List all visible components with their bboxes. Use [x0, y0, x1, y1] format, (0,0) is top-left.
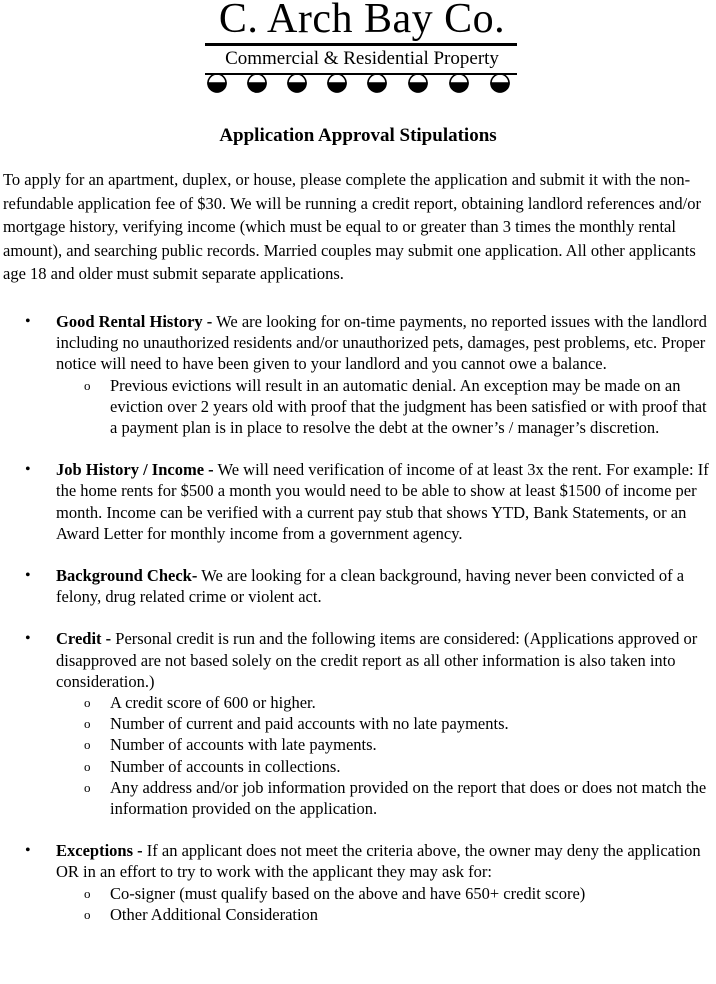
section-job-history [0, 459, 716, 544]
bullet-icon: • [25, 842, 31, 860]
list-item: o Previous evictions will result in an automatic denial. An exception may be made on an eviction over 2 years old with proof that the judgment has been satisfied or with proof that a payment plan is in place to resolve the debt at the owner’s / manager’s discretion. [84, 375, 707, 438]
section-text: We are looking for on-time payments, no reported issues with the landlord including no unauthorized residents and/or unauthorized pets, damages, pest problems, etc. Proper notice will need to have been given to your landlord and you cannot owe a balance. [56, 312, 707, 374]
bullet-icon: • [25, 461, 31, 479]
section-title: Credit - [56, 629, 112, 649]
section-title: Exceptions - [56, 841, 143, 861]
company-logo [200, 0, 522, 104]
stipulations-list [0, 311, 716, 946]
list-item: o Any address and/or job information provided on the report that does or does not match the information provided on the application. [84, 777, 707, 819]
bullet-icon: • [25, 630, 31, 648]
intro-paragraph: To apply for an apartment, duplex, or house, please complete the application and submit it with the non-refundable application fee of $30. We will be running a credit report, obtaining landlord references and/or mortgage history, verifying income (which must be equal to or greater than 3 times the monthly rental amount), and searching public records. Married couples may submit one application. All other applicants age 18 and older must submit separate applications. [3, 170, 701, 284]
circle-bullet-icon: o [84, 695, 91, 711]
logo-dots-icon [200, 74, 522, 102]
section-background-check [0, 565, 716, 607]
list-item: o Co-signer (must qualify based on the above and have 650+ credit score) [84, 883, 586, 903]
circle-bullet-icon: o [84, 377, 91, 393]
section-text: We are looking for a clean background, having never been convicted of a felony, drug related crime or violent act. [56, 566, 685, 607]
circle-bullet-icon: o [84, 906, 91, 922]
logo-subtitle: Commercial & Residential Property [225, 48, 499, 69]
list-item: o Number of accounts with late payments. [84, 735, 377, 755]
section-exceptions [0, 840, 716, 925]
list-item: o Number of current and paid accounts with no late payments. [84, 714, 509, 734]
section-text: We will need verification of income of at least 3x the rent. For example: If the home rents for $500 a month you would need to be able to show at least $1500 of income per month. Income can be verified with a current pay stub that shows YTD, Bank Statements, or an Award Letter for monthly income from a government agency. [56, 460, 709, 543]
list-item: o Other Additional Consideration [84, 904, 319, 924]
circle-bullet-icon: o [84, 758, 91, 774]
sub-list [56, 692, 712, 819]
circle-bullet-icon: o [84, 885, 91, 901]
sub-list [56, 883, 712, 925]
circle-bullet-icon: o [84, 716, 91, 732]
section-rental-history [0, 311, 716, 438]
section-title: Background Check- [56, 566, 198, 586]
logo-title: C. Arch Bay Co. [218, 0, 506, 42]
section-title: Good Rental History - [56, 312, 213, 331]
page-title: Application Approval Stipulations [219, 125, 497, 146]
logo-rule [205, 43, 517, 46]
section-title: Job History / Income - [56, 460, 214, 480]
section-text: If an applicant does not meet the criteria above, the owner may deny the application OR in an effort to try to work with the applicant they may ask for: [56, 841, 701, 882]
bullet-icon: • [25, 313, 31, 330]
section-text: Personal credit is run and the following items are considered: (Applications approved or disapproved are not based solely on the credit report as all other information is also taken into consideration.) [56, 629, 698, 691]
list-item: o A credit score of 600 or higher. [84, 693, 316, 713]
sub-list [56, 375, 712, 439]
circle-bullet-icon: o [84, 737, 91, 753]
list-item: o Number of accounts in collections. [84, 756, 341, 776]
section-credit [0, 628, 716, 819]
bullet-icon: • [25, 567, 31, 585]
circle-bullet-icon: o [84, 779, 91, 795]
